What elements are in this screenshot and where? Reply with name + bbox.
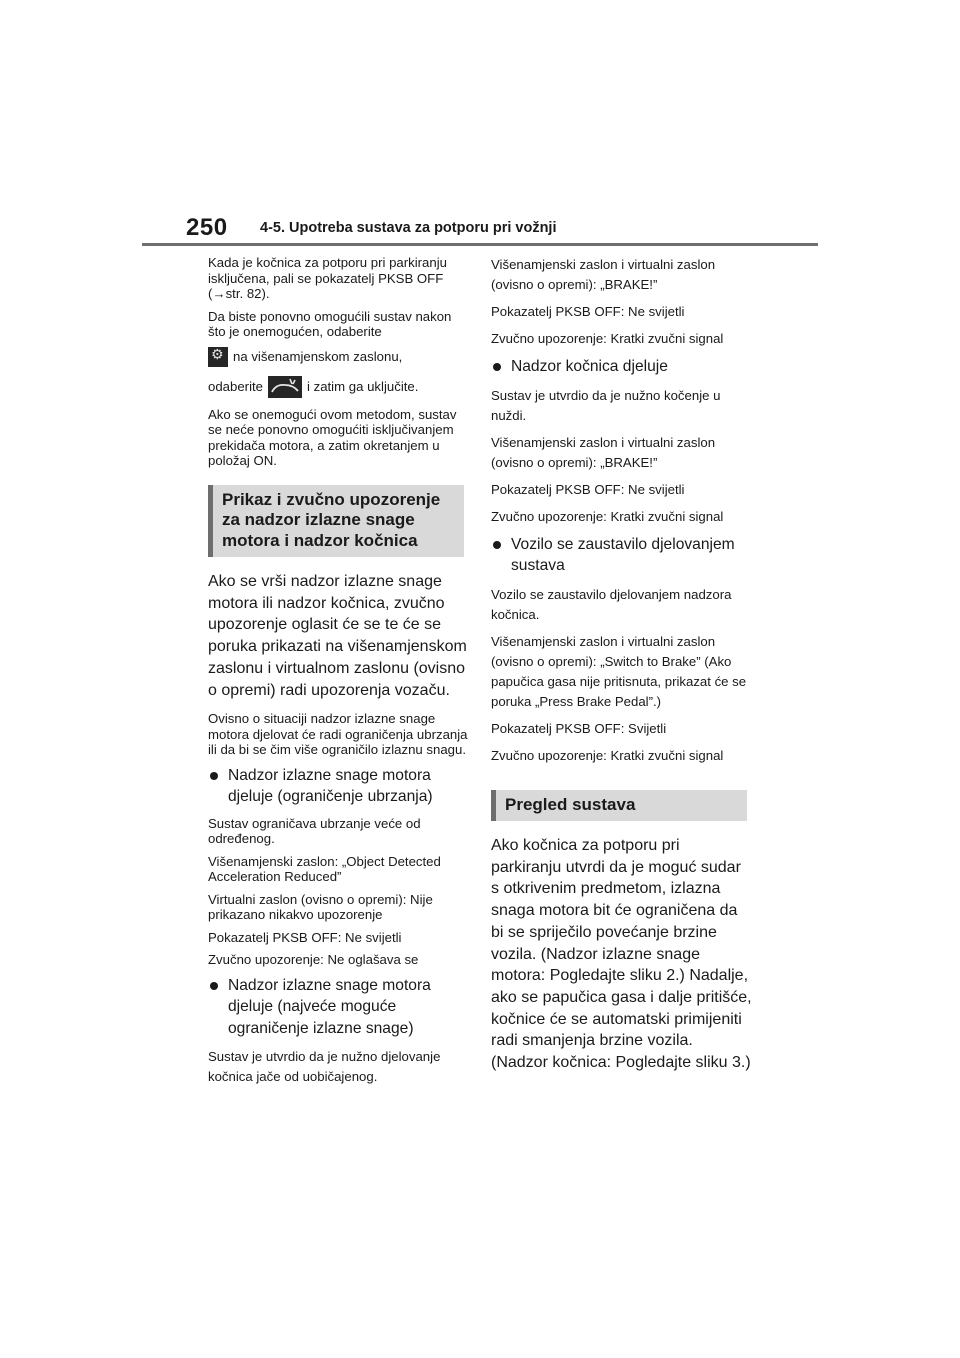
paragraph: Sustav je utvrdio da je nužno kočenje u nuždi. (491, 387, 721, 423)
bullet-item (491, 356, 753, 378)
body-paragraph: Ako se vrši nadzor izlazne snage motora ili nadzor kočnica, zvučno upozorenje oglasit će se te će se poruka prikazati na višenamjenskom zaslonu i virtualnom zaslonu (ovisno o opremi) radi upozorenja vozaču. (208, 573, 467, 699)
paragraph: Virtualni zaslon (ovisno o opremi): Nije prikazano nikakvo upozorenje (208, 891, 433, 923)
bullet-dot-icon (493, 363, 501, 371)
paragraph: Zvučno upozorenje: Ne oglašava se (208, 952, 419, 968)
bullet-text: Nadzor izlazne snage motora djeluje (najveće moguće ograničenje izlazne snage) (228, 976, 431, 1037)
paragraph: Višenamjenski zaslon i virtualni zaslon (ovisno o opremi): „BRAKE!” (491, 257, 716, 292)
paragraph: Pokazatelj PKSB OFF: Svijetli (491, 720, 667, 736)
bullet-dot-icon (210, 982, 218, 990)
paragraph: Sustav ograničava ubrzanje veće od određenog. (208, 815, 421, 847)
bullet-item (208, 765, 470, 808)
paragraph: Zvučno upozorenje: Kratki zvučni signal (491, 331, 724, 346)
bullet-text: Nadzor izlazne snage motora djeluje (ograničenje ubrzanja) (228, 766, 433, 806)
bullet-text: Nadzor kočnica djeluje (511, 358, 668, 375)
icon-line (208, 376, 470, 398)
paragraph: Višenamjenski zaslon: „Object Detected Acceleration Reduced” (208, 853, 441, 885)
paragraph: Sustav je utvrdio da je nužno djelovanje kočnica jače od uobičajenog. (208, 1049, 441, 1085)
bullet-item (208, 975, 470, 1040)
bullet-item (491, 534, 753, 577)
gear-icon: ⚙ (208, 347, 228, 367)
paragraph: i zatim ga uključite. (307, 378, 419, 394)
right-column (491, 255, 753, 1084)
left-column (208, 255, 470, 1094)
section-title: Prikaz i zvučno upozorenje za nadzor izlazne snage motora i nadzor kočnica (222, 489, 441, 550)
paragraph: Zvučno upozorenje: Kratki zvučni signal (491, 747, 724, 763)
paragraph: Višenamjenski zaslon i virtualni zaslon (ovisno o opremi): „Switch to Brake” (Ako papučica gasa nije pritisnuta, prikazat će se poruka „Press Brake Pedal”.) (491, 633, 747, 709)
paragraph: Vozilo se zaustavilo djelovanjem nadzora kočnica. (491, 586, 732, 622)
body-paragraph: Ako kočnica za potporu pri parkiranju utvrdi da je moguć sudar s otkrivenim predmetom, izlazna snaga motora bit će ograničena da bi se spriječilo povećanje brzine vozila. (Nadzor izlazne snage motora: Pogledajte sliku 2.) Nadalje, ako se papučica gasa i dalje pritišće, kočnice će se automatski primijeniti radi smanjenja brzine vozila. (Nadzor kočnica: Pogledajte sliku 3.) (491, 837, 752, 1072)
paragraph: Ako se onemogući ovom metodom, sustav se neće ponovno omogućiti isključivanjem prekidača motora, a zatim okretanjem u položaj ON. (208, 406, 457, 468)
section-heading (491, 790, 747, 822)
bullet-text: Vozilo se zaustavilo djelovanjem sustava (511, 535, 735, 574)
paragraph: Pokazatelj PKSB OFF: Ne svijetli (491, 481, 685, 497)
paragraph: Kada je kočnica za potporu pri parkiranju isključena, pali se pokazatelj PKSB OFF (→str. 82). (208, 255, 447, 301)
paragraph: Pokazatelj PKSB OFF: Ne svijetli (491, 304, 685, 319)
header-rule (142, 243, 818, 246)
car-warning-icon (268, 376, 302, 398)
page-number: 250 (186, 214, 228, 241)
paragraph: Pokazatelj PKSB OFF: Ne svijetli (208, 929, 402, 945)
paragraph: odaberite (208, 378, 263, 394)
paragraph: Višenamjenski zaslon i virtualni zaslon (ovisno o opremi): „BRAKE!” (491, 434, 716, 470)
section-title: Pregled sustava (505, 794, 636, 814)
paragraph: na višenamjenskom zaslonu, (233, 348, 403, 364)
paragraph: Zvučno upozorenje: Kratki zvučni signal (491, 508, 724, 524)
paragraph: Ovisno o situaciji nadzor izlazne snage motora djelovat će radi ograničenja ubrzanja ili da bi se čim više ograničilo izlaznu snagu. (208, 711, 468, 758)
bullet-dot-icon (210, 772, 218, 780)
icon-line (208, 347, 470, 367)
paragraph: Da biste ponovno omogućili sustav nakon što je onemogućen, odaberite (208, 308, 452, 339)
section-heading (208, 485, 464, 558)
bullet-dot-icon (493, 541, 501, 549)
chapter-title: 4-5. Upotreba sustava za potporu pri vožnji (260, 220, 557, 236)
